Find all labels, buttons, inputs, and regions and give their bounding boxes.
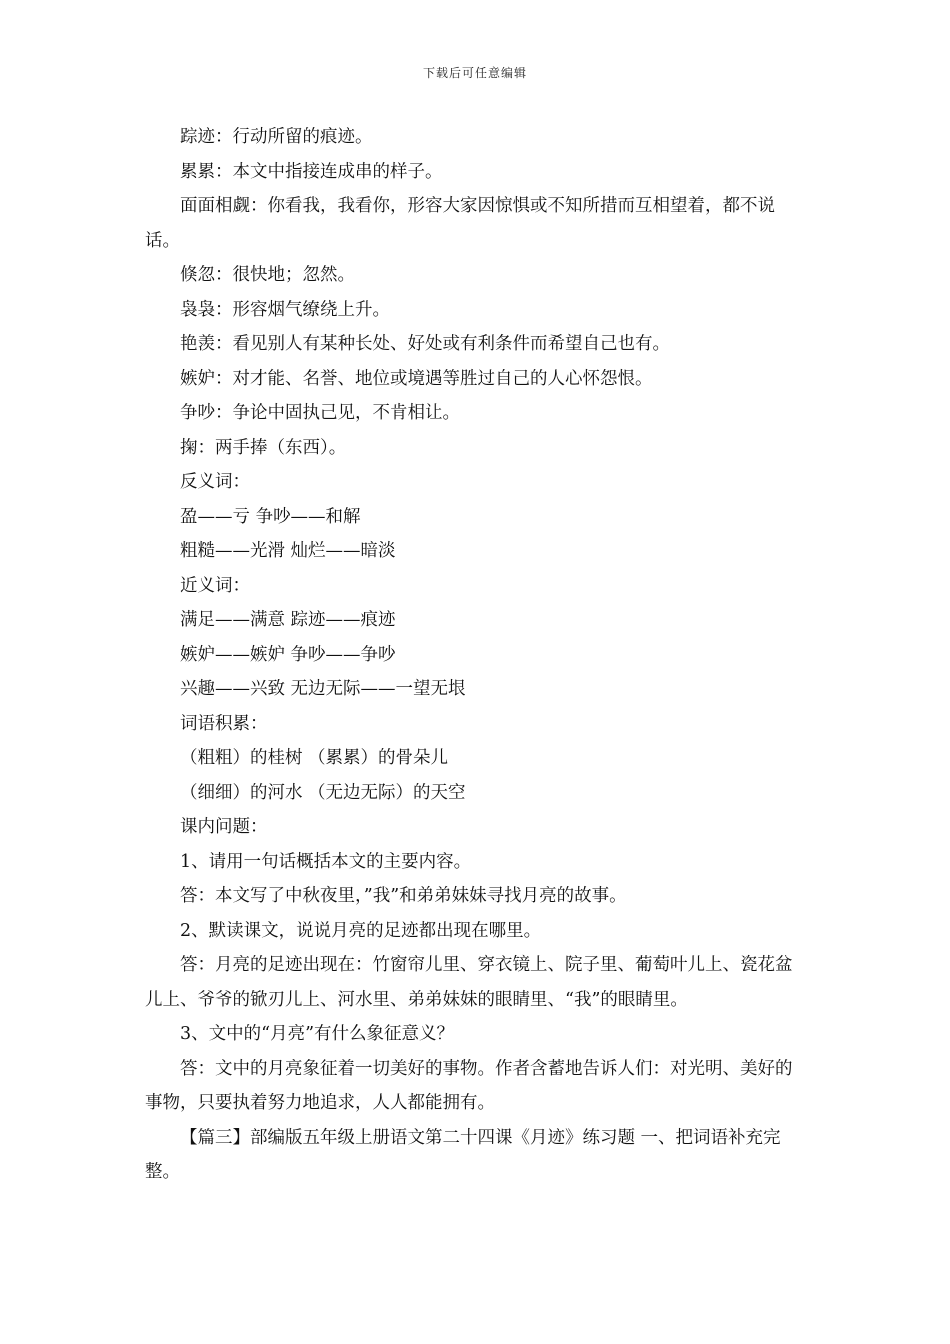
paragraph: 累累：本文中指接连成串的样子。 [180,161,443,182]
word-pair-line: 粗糙——光滑 灿烂——暗淡 [180,541,396,561]
question: 3、文中的“月亮”有什么象征意义？ [180,1024,455,1044]
word-pair-line: 嫉妒——嫉妒 争吵——争吵 [180,644,396,665]
section-heading-synonyms: 近义词： [180,575,250,596]
section-title-part-three: 【篇三】部编版五年级上册语文第二十四课《月迹》练习题 一、把词语补充完整。 [145,1127,781,1182]
paragraph: 嫉妒：对才能、名誉、地位或境遇等胜过自己的人心怀怨恨。 [180,368,653,389]
page-header: 下载后可任意编辑 [422,66,527,80]
document-body [145,120,805,1190]
vocabulary-line: （粗粗）的桂树 （累累）的骨朵儿 [180,748,449,768]
word-pair-line: 兴趣——兴致 无边无际——一望无垠 [180,679,466,699]
paragraph: 倏忽：很快地；忽然。 [180,265,355,285]
paragraph: 争吵：争论中固执己见，不肯相让。 [180,403,460,423]
paragraph: 面面相觑：你看我，我看你，形容大家因惊惧或不知所措而互相望着，都不说话。 [145,196,775,251]
answer: 答：月亮的足迹出现在：竹窗帘儿里、穿衣镜上、院子里、葡萄叶儿上、瓷花盆儿上、爷爷的锨刃儿上、河水里、弟弟妹妹的眼睛里、“我”的眼睛里。 [145,955,793,1010]
section-heading-vocabulary: 词语积累： [180,713,268,734]
paragraph: 袅袅：形容烟气缭绕上升。 [180,299,390,320]
answer: 答：文中的月亮象征着一切美好的事物。作者含蓄地告诉人们：对光明、美好的事物，只要执着努力地追求，人人都能拥有。 [145,1058,793,1113]
paragraph: 艳羡：看见别人有某种长处、好处或有利条件而希望自己也有。 [180,334,670,354]
section-heading-questions: 课内问题： [180,817,268,837]
word-pair-line: 满足——满意 踪迹——痕迹 [180,610,396,630]
vocabulary-line: （细细）的河水 （无边无际）的天空 [180,782,466,803]
paragraph: 掬：两手捧（东西）。 [180,437,347,458]
answer: 答：本文写了中秋夜里，”我”和弟弟妹妹寻找月亮的故事。 [180,886,627,906]
section-heading-antonyms: 反义词： [180,472,250,492]
question: 1、请用一句话概括本文的主要内容。 [180,851,472,872]
question: 2、默读课文，说说月亮的足迹都出现在哪里。 [180,920,542,941]
paragraph: 踪迹：行动所留的痕迹。 [180,127,373,147]
word-pair-line: 盈——亏 争吵——和解 [180,506,361,527]
